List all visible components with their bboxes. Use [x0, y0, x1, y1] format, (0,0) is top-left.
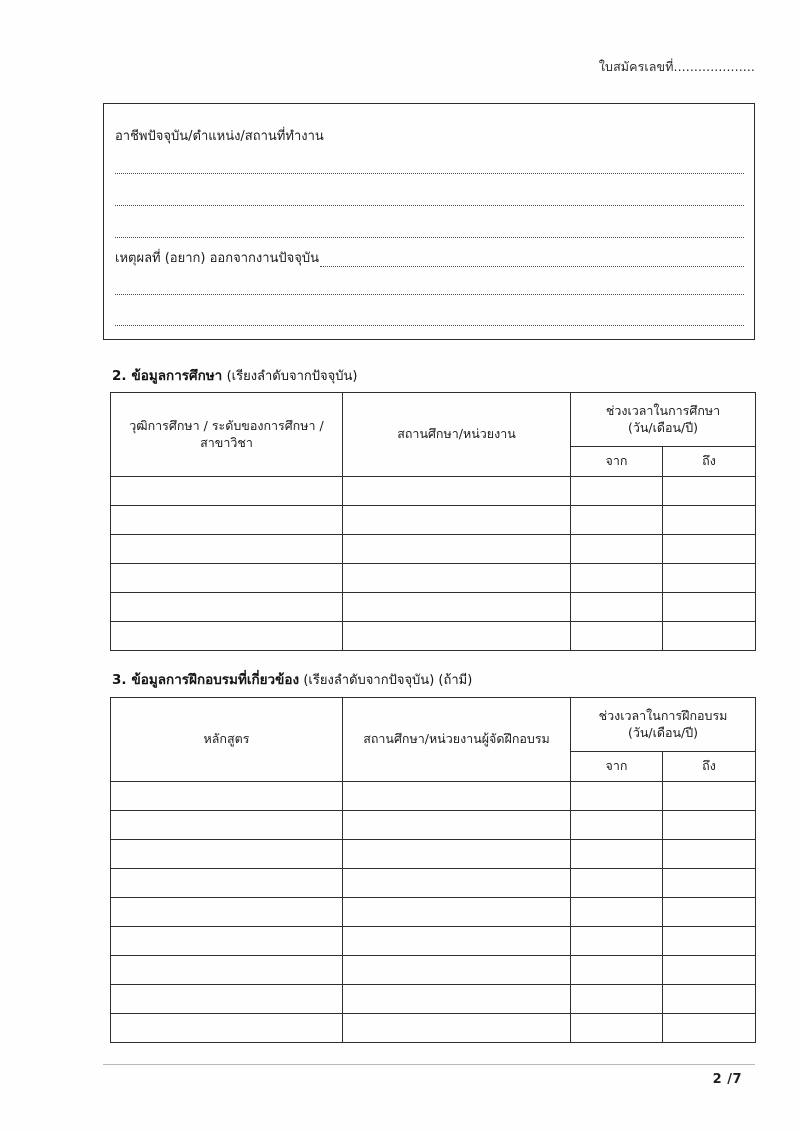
occupation-write-line-3[interactable]: [115, 237, 744, 238]
training-cell-from[interactable]: [571, 956, 663, 985]
training-cell-col1[interactable]: [111, 898, 343, 927]
education-cell-col2[interactable]: [343, 564, 571, 593]
section-2-number: 2.: [112, 368, 127, 384]
page-number: 2 /7: [712, 1072, 742, 1087]
current-job-box: [103, 103, 755, 340]
training-header-to: ถึง: [663, 752, 756, 782]
education-header-period: [571, 393, 756, 447]
education-row: [111, 622, 756, 651]
training-cell-from[interactable]: [571, 927, 663, 956]
section-3-title: ข้อมูลการฝึกอบรมที่เกี่ยวข้อง: [131, 672, 300, 688]
training-cell-to[interactable]: [663, 898, 756, 927]
education-cell-from[interactable]: [571, 477, 663, 506]
training-cell-from[interactable]: [571, 869, 663, 898]
education-row: [111, 477, 756, 506]
section-3-heading: [112, 668, 472, 690]
training-cell-col1[interactable]: [111, 1014, 343, 1043]
education-cell-col1[interactable]: [111, 477, 343, 506]
education-cell-to[interactable]: [663, 622, 756, 651]
training-cell-col2[interactable]: [343, 927, 571, 956]
education-cell-to[interactable]: [663, 564, 756, 593]
training-cell-to[interactable]: [663, 811, 756, 840]
training-cell-from[interactable]: [571, 840, 663, 869]
training-cell-col1[interactable]: [111, 782, 343, 811]
education-row: [111, 564, 756, 593]
training-cell-to[interactable]: [663, 956, 756, 985]
training-cell-from[interactable]: [571, 985, 663, 1014]
education-cell-from[interactable]: [571, 506, 663, 535]
training-row: [111, 782, 756, 811]
training-cell-col2[interactable]: [343, 840, 571, 869]
training-period-format: (วัน/เดือน/ปี): [627, 724, 699, 740]
footer-divider: [103, 1064, 755, 1065]
training-cell-col2[interactable]: [343, 811, 571, 840]
education-table-header: [111, 393, 756, 477]
training-cell-col2[interactable]: [343, 956, 571, 985]
training-cell-col1[interactable]: [111, 840, 343, 869]
training-period-title: ช่วงเวลาในการฝึกอบรม: [598, 707, 728, 723]
training-cell-col2[interactable]: [343, 869, 571, 898]
education-header-qualification: วุฒิการศึกษา / ระดับของการศึกษา / สาขาวิชา: [111, 393, 343, 477]
section-2-subtitle: (เรียงลำดับจากปัจจุบัน): [226, 369, 358, 384]
reason-write-line-1[interactable]: [320, 266, 744, 267]
training-row: [111, 898, 756, 927]
education-cell-col1[interactable]: [111, 506, 343, 535]
training-cell-col2[interactable]: [343, 782, 571, 811]
occupation-label: อาชีพปัจจุบัน/ตำแหน่ง/สถานที่ทำงาน: [115, 129, 324, 144]
education-table: [110, 392, 756, 651]
education-cell-from[interactable]: [571, 593, 663, 622]
education-header-from: จาก: [571, 447, 663, 477]
education-cell-col1[interactable]: [111, 535, 343, 564]
training-row: [111, 869, 756, 898]
training-cell-to[interactable]: [663, 840, 756, 869]
education-row: [111, 593, 756, 622]
training-row: [111, 1014, 756, 1043]
reason-write-line-2[interactable]: [115, 294, 744, 295]
education-cell-col1[interactable]: [111, 622, 343, 651]
training-header-course: หลักสูตร: [111, 698, 343, 782]
education-cell-col2[interactable]: [343, 622, 571, 651]
section-2-heading: [112, 364, 358, 386]
training-cell-col2[interactable]: [343, 1014, 571, 1043]
education-cell-col2[interactable]: [343, 593, 571, 622]
education-cell-to[interactable]: [663, 477, 756, 506]
training-cell-col2[interactable]: [343, 898, 571, 927]
training-table: [110, 697, 756, 1043]
training-row: [111, 811, 756, 840]
occupation-write-line-1[interactable]: [115, 173, 744, 174]
training-header-organizer: สถานศึกษา/หน่วยงานผู้จัดฝึกอบรม: [343, 698, 571, 782]
training-cell-to[interactable]: [663, 927, 756, 956]
training-row: [111, 956, 756, 985]
section-3-subtitle: (เรียงลำดับจากปัจจุบัน) (ถ้ามี): [303, 673, 473, 688]
education-cell-from[interactable]: [571, 535, 663, 564]
training-table-body: [111, 782, 756, 1043]
education-cell-to[interactable]: [663, 593, 756, 622]
education-cell-to[interactable]: [663, 506, 756, 535]
education-cell-from[interactable]: [571, 564, 663, 593]
training-row: [111, 985, 756, 1014]
training-cell-from[interactable]: [571, 811, 663, 840]
training-table-header: [111, 698, 756, 782]
training-header-from: จาก: [571, 752, 663, 782]
training-cell-to[interactable]: [663, 985, 756, 1014]
training-cell-from[interactable]: [571, 782, 663, 811]
education-cell-col1[interactable]: [111, 593, 343, 622]
training-row: [111, 927, 756, 956]
application-number-label: ใบสมัครเลขที่....................: [598, 59, 755, 74]
training-cell-col1[interactable]: [111, 927, 343, 956]
section-3-number: 3.: [112, 672, 127, 688]
education-cell-col2[interactable]: [343, 477, 571, 506]
training-cell-from[interactable]: [571, 898, 663, 927]
education-cell-col1[interactable]: [111, 564, 343, 593]
education-table-body: [111, 477, 756, 651]
education-period-format: (วัน/เดือน/ปี): [627, 419, 699, 435]
training-cell-col1[interactable]: [111, 869, 343, 898]
training-cell-col1[interactable]: [111, 811, 343, 840]
education-period-title: ช่วงเวลาในการศึกษา: [605, 402, 721, 418]
training-cell-to[interactable]: [663, 1014, 756, 1043]
education-header-to: ถึง: [663, 447, 756, 477]
education-cell-col2[interactable]: [343, 506, 571, 535]
training-cell-col1[interactable]: [111, 985, 343, 1014]
training-cell-col2[interactable]: [343, 985, 571, 1014]
training-row: [111, 840, 756, 869]
education-cell-to[interactable]: [663, 535, 756, 564]
reason-for-leaving-label: เหตุผลที่ (อยาก) ออกจากงานปัจจุบัน: [115, 251, 320, 266]
occupation-write-line-2[interactable]: [115, 205, 744, 206]
section-2-title: ข้อมูลการศึกษา: [131, 368, 223, 384]
education-row: [111, 506, 756, 535]
training-header-period: [571, 698, 756, 752]
education-header-institution: สถานศึกษา/หน่วยงาน: [343, 393, 571, 477]
education-cell-from[interactable]: [571, 622, 663, 651]
education-row: [111, 535, 756, 564]
training-cell-to[interactable]: [663, 782, 756, 811]
training-cell-to[interactable]: [663, 869, 756, 898]
reason-write-line-3[interactable]: [115, 325, 744, 326]
education-cell-col2[interactable]: [343, 535, 571, 564]
training-cell-from[interactable]: [571, 1014, 663, 1043]
training-cell-col1[interactable]: [111, 956, 343, 985]
